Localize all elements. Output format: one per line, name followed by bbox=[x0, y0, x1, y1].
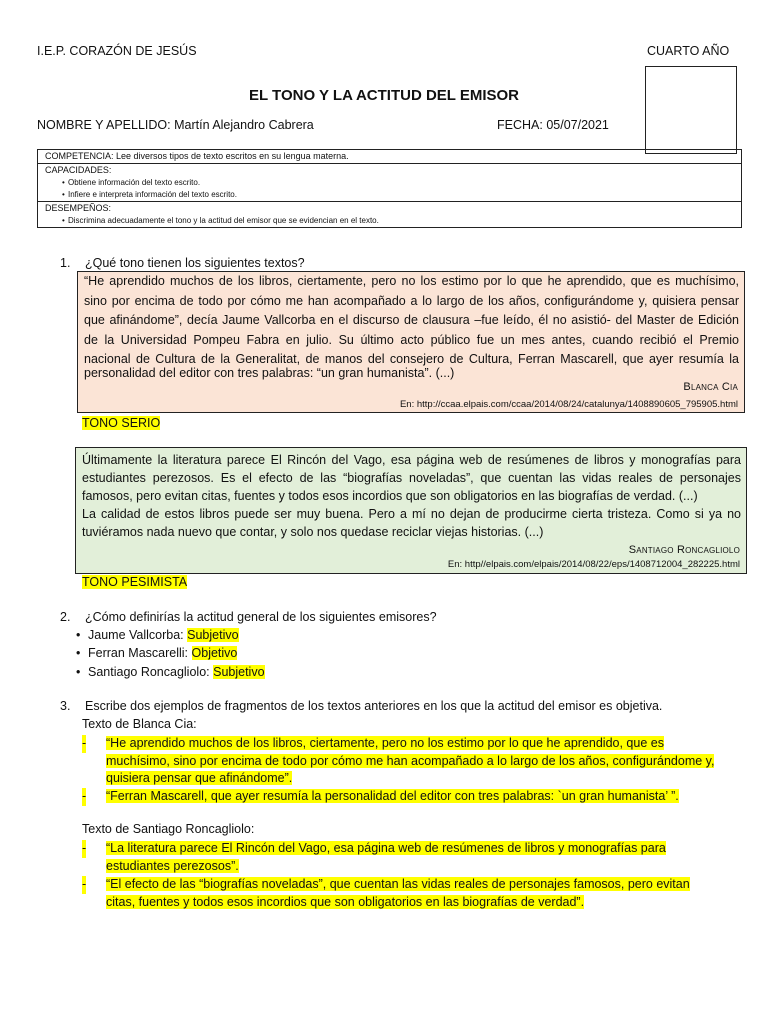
date-value: 05/07/2021 bbox=[546, 118, 609, 132]
photo-box bbox=[645, 66, 737, 154]
capacidades-label: CAPACIDADES: bbox=[45, 165, 112, 175]
emitter-attitude: Subjetivo bbox=[213, 665, 265, 679]
list-item bbox=[88, 665, 265, 679]
list-item bbox=[88, 628, 239, 642]
example-line: citas, fuentes y todos esos incordios que son obligatorios en las biografías de verdad”. bbox=[106, 894, 585, 909]
example-line: estudiantes perezosos”. bbox=[106, 858, 239, 873]
example-line: “He aprendido muchos de los libros, ciertamente, pero no los estimo por lo que he aprendido, que es bbox=[106, 736, 664, 750]
name-label: NOMBRE Y APELLIDO: bbox=[37, 118, 171, 132]
text-excerpt-1 bbox=[77, 271, 745, 413]
example-line: “El efecto de las “biografías noveladas”, que cuentan las vidas reales de personajes famosos, pero evitan bbox=[106, 877, 690, 891]
emitter-name: Ferran Mascarelli: bbox=[88, 646, 189, 660]
question-number: 3. bbox=[60, 699, 71, 713]
group-label: Texto de Blanca Cia: bbox=[82, 717, 197, 731]
school-name: I.E.P. CORAZÓN DE JESÚS bbox=[37, 44, 197, 58]
question-text: Escribe dos ejemplos de fragmentos de los textos anteriores en los que la actitud del emisor es objetiva. bbox=[85, 699, 663, 713]
excerpt-line: tuviéramos nada nuevo que contar, y solo nos quedase reciclar viejas historias. (...) bbox=[82, 525, 544, 539]
example-item bbox=[82, 840, 742, 876]
dash-marker: - bbox=[82, 840, 86, 858]
emitter-name: Santiago Roncagliolo: bbox=[88, 665, 210, 679]
dash-marker: - bbox=[82, 788, 86, 806]
example-line: muchísimo, sino por encima de todo por cómo me han acompañado a lo largo de los años, configurándome y, bbox=[106, 753, 715, 768]
excerpt-line: Últimamente la literatura parece El Rincón del Vago, esa página web de resúmenes de libros y monografías para bbox=[82, 453, 741, 467]
example-line: “Ferran Mascarell, que ayer resumía la personalidad del editor con tres palabras: `un gran humanista’ ”. bbox=[106, 789, 679, 803]
answer-2: TONO PESIMISTA bbox=[82, 575, 188, 589]
example-line: “La literatura parece El Rincón del Vago, esa página web de resúmenes de libros y monografías para bbox=[106, 841, 666, 855]
competencia-text: COMPETENCIA: Lee diversos tipos de texto escritos en su lengua materna. bbox=[45, 151, 349, 161]
excerpt-line: que afinándome”, decía Jaume Vallcorba en el discurso de clausura –fue leído, él no asistió- del Master de Edición bbox=[84, 313, 739, 327]
example-item bbox=[82, 788, 742, 806]
group-label: Texto de Santiago Roncagliolo: bbox=[82, 822, 255, 836]
excerpt-author: Santiago Roncagliolo bbox=[628, 544, 740, 556]
excerpt-line: nacional de Cultura de la Generalitat, de manos del consejero de Cultura, Ferran Mascarell, que ayer resumía la bbox=[84, 352, 739, 366]
date-label: FECHA: bbox=[497, 118, 543, 132]
student-name-row bbox=[37, 118, 314, 132]
excerpt-line: de la Universidad Pompeu Fabra en julio. Su último acto público fue un mes antes, cuando recibió el Premio bbox=[84, 332, 739, 347]
question-text: ¿Qué tono tienen los siguientes textos? bbox=[85, 256, 305, 270]
dash-marker: - bbox=[82, 876, 86, 894]
desempenos-row bbox=[38, 202, 741, 228]
example-line: quisiera pensar que afinándome”. bbox=[106, 771, 293, 785]
capacidad-item: • Obtiene información del texto escrito. bbox=[68, 178, 200, 187]
excerpt-source: En: http://ccaa.elpais.com/ccaa/2014/08/24/catalunya/1408890605_795905.html bbox=[399, 399, 738, 410]
excerpt-line: personalidad del editor con tres palabras: “un gran humanista”. (...) bbox=[84, 366, 455, 380]
desempenos-label: DESEMPEÑOS: bbox=[45, 203, 112, 213]
question-3 bbox=[60, 699, 663, 713]
excerpt-line: sino por encima de todo por cómo me han acompañado a lo largo de los años, configurándome y, quisiera pensar bbox=[84, 293, 739, 308]
question-number: 1. bbox=[60, 256, 71, 270]
emitter-attitude: Objetivo bbox=[191, 646, 238, 660]
excerpt-line: La calidad de estos libros puede ser muy buena. Pero a mí no dejan de producirme cierta tristeza. Como si ya no bbox=[82, 507, 741, 521]
capacidad-item: • Infiere e interpreta información del texto escrito. bbox=[68, 190, 237, 199]
emitter-attitude: Subjetivo bbox=[187, 628, 239, 642]
name-value: Martín Alejandro Cabrera bbox=[174, 118, 314, 132]
question-2 bbox=[60, 610, 437, 624]
question-1 bbox=[60, 256, 305, 270]
question-number: 2. bbox=[60, 610, 71, 624]
desempeno-item: • Discrimina adecuadamente el tono y la actitud del emisor que se evidencian en el texto. bbox=[68, 216, 379, 225]
excerpt-source: En: http//elpais.com/elpais/2014/08/22/eps/1408712004_282225.html bbox=[447, 559, 740, 570]
excerpt-author: Blanca Cia bbox=[683, 381, 738, 393]
competencia-row bbox=[38, 150, 741, 164]
page-title: EL TONO Y LA ACTITUD DEL EMISOR bbox=[248, 87, 520, 104]
example-item bbox=[82, 735, 742, 788]
answer-1: TONO SERIO bbox=[82, 416, 161, 430]
question-text: ¿Cómo definirías la actitud general de los siguientes emisores? bbox=[85, 610, 437, 624]
capacidades-row bbox=[38, 164, 741, 202]
excerpt-line: estudiantes perezosos. Es el efecto de las “biografías noveladas”, que cuentan las vidas reales de personajes bbox=[82, 471, 741, 485]
example-item bbox=[82, 876, 742, 912]
date-row bbox=[497, 118, 609, 132]
excerpt-line: “He aprendido muchos de los libros, ciertamente, pero no los estimo por lo que he aprendido, que es muchísimo, bbox=[84, 274, 739, 288]
grade-label: CUARTO AÑO bbox=[647, 44, 730, 58]
text-excerpt-2 bbox=[75, 447, 747, 574]
list-item bbox=[88, 646, 237, 660]
dash-marker: - bbox=[82, 735, 86, 753]
emitter-name: Jaume Vallcorba: bbox=[88, 628, 184, 642]
excerpt-line: famosos, pero evitan citas, fuentes y todos esos incordios que son obligatorios en las biografías de verdad. (...) bbox=[82, 489, 698, 503]
competencia-table bbox=[37, 149, 742, 228]
